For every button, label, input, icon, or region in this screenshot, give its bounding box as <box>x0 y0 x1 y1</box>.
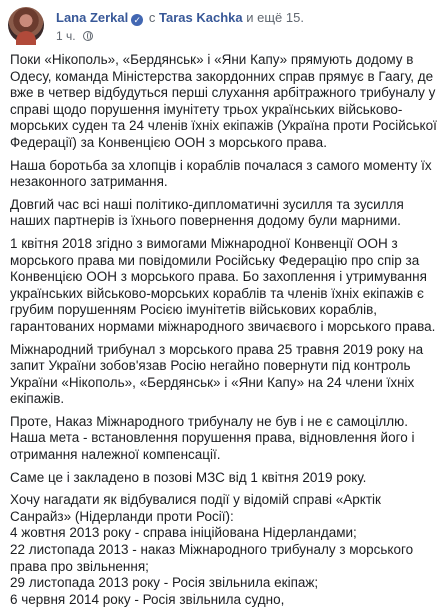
post-paragraph: Наша боротьба за хлопців і кораблів почалася з самого моменту їх незаконного затримання. <box>10 157 432 190</box>
post-body <box>10 52 438 608</box>
post-meta <box>56 29 93 43</box>
globe-icon <box>83 31 93 41</box>
post-paragraph: Довгий час всі наші політико-дипломатичні зусилля та зусилля наших партнерів із їхнього повернення додому були марними. <box>10 196 404 229</box>
author-name[interactable]: Lana Zerkal <box>56 10 129 25</box>
verified-badge-icon: ✓ <box>131 14 143 26</box>
post-paragraph: Міжнародний трибунал з морського права 25 травня 2019 року на запит України зобов'язав Росію негайно повернути під контроль України «Нікополь», «Бердянськ» і «Яни Капу» на 24 члени їхніх екіпажів. <box>10 341 424 407</box>
post-paragraph: Саме це і закладено в позові МЗС від 1 квітня 2019 року. <box>10 469 367 485</box>
post-timestamp[interactable]: 1 ч. <box>56 29 76 43</box>
post-paragraph: Проте, Наказ Міжнародного трибуналу не був і не є самоціллю. Наша мета - встановлення порушення права, відновлення його і отримання належної компенсації. <box>10 413 415 463</box>
timeline-line: 29 листопада 2013 року - Росія звільнила екіпаж; <box>10 575 319 591</box>
timeline-line: 22 листопада 2013 - наказ Міжнародного трибуналу з морського права про звільнення; <box>10 542 414 574</box>
author-line: Lana Zerkal ✓ с Taras Kachka и ещё 15. <box>56 10 304 25</box>
timeline-line: 4 жовтня 2013 року - справа ініційована Нідерландами; <box>10 525 357 541</box>
author-avatar[interactable] <box>8 7 44 43</box>
and-others-text[interactable]: и ещё 15 <box>246 10 301 25</box>
with-prefix: с <box>148 10 156 25</box>
post-paragraph: 1 квітня 2018 згідно з вимогами Міжнародної Конвенції ООН з морського права ми повідомили Російську Федерацію про спір за Конвенцією ООН з морського права. Бо захоплення і утримування українських військово-морських кораблів та членів їхніх екіпажів є грубим порушенням Росією імунітетів військових кораблів, гарантованих нормами міжнародного звичаєвого і морського права. <box>10 235 436 334</box>
post-paragraph: Поки «Нікополь», «Бердянськ» і «Яни Капу» прямують додому в Одесу, команда Міністерства закордонних справ прямує в Гаагу, де вже в четвер відбудуться перші слухання арбітражного трибуналу у справі щодо порушення імунітету трьох українських військово-морських суден та 24 членів їхніх екіпажів (Україна проти Російської Федерації) за Конвенцією ООН з морського права. <box>10 52 437 150</box>
tagged-person-link[interactable]: Taras Kachka <box>159 10 243 25</box>
timeline-line: 6 червня 2014 року - Росія звільнила судно, <box>10 591 285 607</box>
timeline-line: Хочу нагадати як відбувалися події у відомій справі «Арктік Санрайз» (Нідерланди проти Росії): <box>10 492 381 524</box>
post-header <box>4 4 444 44</box>
